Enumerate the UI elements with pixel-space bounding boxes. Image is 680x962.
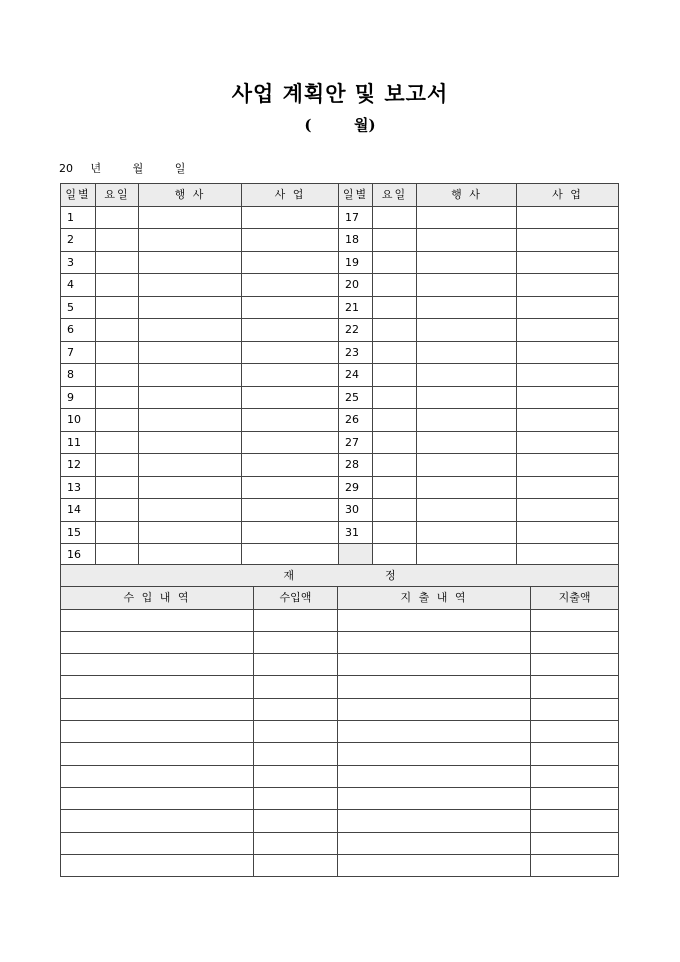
day-cell-left: 8 bbox=[61, 364, 96, 387]
header-expense-details: 지 출 내 역 bbox=[338, 587, 531, 609]
schedule-row bbox=[61, 341, 619, 364]
finance-row bbox=[61, 676, 619, 698]
schedule-row bbox=[61, 251, 619, 274]
business-cell-left[interactable] bbox=[242, 499, 339, 522]
day-cell-right: 19 bbox=[339, 251, 373, 274]
income-details-cell[interactable] bbox=[61, 810, 254, 832]
business-cell-right[interactable] bbox=[517, 409, 619, 432]
weekday-cell-left[interactable] bbox=[96, 499, 139, 522]
income-details-cell[interactable] bbox=[61, 765, 254, 787]
finance-table bbox=[60, 564, 619, 877]
finance-row bbox=[61, 721, 619, 743]
event-cell-right[interactable] bbox=[417, 409, 517, 432]
weekday-cell-left[interactable] bbox=[96, 319, 139, 342]
expense-details-cell[interactable] bbox=[338, 810, 531, 832]
event-cell-left[interactable] bbox=[139, 229, 242, 252]
income-amount-cell[interactable] bbox=[254, 854, 338, 876]
finance-row bbox=[61, 654, 619, 676]
day-cell-left: 12 bbox=[61, 454, 96, 477]
header-expense-amount: 지출액 bbox=[531, 587, 619, 609]
business-cell-right[interactable] bbox=[517, 341, 619, 364]
date-line bbox=[59, 160, 185, 176]
header-day-right: 일별 bbox=[339, 184, 373, 207]
finance-row bbox=[61, 787, 619, 809]
schedule-row bbox=[61, 296, 619, 319]
income-amount-cell[interactable] bbox=[254, 743, 338, 765]
weekday-cell-right[interactable] bbox=[373, 206, 417, 229]
date-day-label: 일 bbox=[174, 162, 186, 175]
income-details-cell[interactable] bbox=[61, 854, 254, 876]
day-cell-right: 21 bbox=[339, 296, 373, 319]
expense-amount-cell[interactable] bbox=[531, 765, 619, 787]
day-cell-left: 16 bbox=[61, 544, 96, 567]
weekday-cell-left[interactable] bbox=[96, 521, 139, 544]
day-cell-right: 22 bbox=[339, 319, 373, 342]
event-cell-left[interactable] bbox=[139, 341, 242, 364]
income-amount-cell[interactable] bbox=[254, 676, 338, 698]
weekday-cell-left[interactable] bbox=[96, 251, 139, 274]
expense-amount-cell[interactable] bbox=[531, 854, 619, 876]
event-cell-left[interactable] bbox=[139, 364, 242, 387]
header-day-left: 일별 bbox=[61, 184, 96, 207]
weekday-cell-left[interactable] bbox=[96, 341, 139, 364]
date-year-label: 년 bbox=[90, 162, 102, 175]
business-cell-left[interactable] bbox=[242, 544, 339, 567]
weekday-cell-left[interactable] bbox=[96, 206, 139, 229]
weekday-cell-right[interactable] bbox=[373, 251, 417, 274]
income-details-cell[interactable] bbox=[61, 787, 254, 809]
header-weekday-left: 요일 bbox=[96, 184, 139, 207]
schedule-row bbox=[61, 319, 619, 342]
day-cell-right: 17 bbox=[339, 206, 373, 229]
business-cell-left[interactable] bbox=[242, 274, 339, 297]
schedule-header-row bbox=[61, 184, 619, 207]
expense-amount-cell[interactable] bbox=[531, 787, 619, 809]
schedule-table bbox=[60, 183, 619, 567]
event-cell-right[interactable] bbox=[417, 476, 517, 499]
income-amount-cell[interactable] bbox=[254, 631, 338, 653]
weekday-cell-left[interactable] bbox=[96, 229, 139, 252]
finance-title-left: 재 bbox=[283, 569, 295, 583]
weekday-cell-right[interactable] bbox=[373, 431, 417, 454]
weekday-cell-right[interactable] bbox=[373, 296, 417, 319]
income-details-cell[interactable] bbox=[61, 631, 254, 653]
day-cell-left: 2 bbox=[61, 229, 96, 252]
income-amount-cell[interactable] bbox=[254, 832, 338, 854]
event-cell-left[interactable] bbox=[139, 386, 242, 409]
finance-row bbox=[61, 832, 619, 854]
expense-details-cell[interactable] bbox=[338, 609, 531, 631]
header-event-right: 행 사 bbox=[417, 184, 517, 207]
day-cell-left: 13 bbox=[61, 476, 96, 499]
day-cell-right bbox=[339, 544, 373, 567]
event-cell-left[interactable] bbox=[139, 319, 242, 342]
event-cell-left[interactable] bbox=[139, 521, 242, 544]
schedule-row bbox=[61, 274, 619, 297]
business-cell-left[interactable] bbox=[242, 521, 339, 544]
finance-title-right: 정 bbox=[385, 569, 396, 583]
event-cell-left[interactable] bbox=[139, 206, 242, 229]
event-cell-right[interactable] bbox=[417, 206, 517, 229]
business-cell-right[interactable] bbox=[517, 229, 619, 252]
business-cell-left[interactable] bbox=[242, 206, 339, 229]
business-cell-right[interactable] bbox=[517, 319, 619, 342]
schedule-row bbox=[61, 544, 619, 567]
day-cell-left: 3 bbox=[61, 251, 96, 274]
event-cell-left[interactable] bbox=[139, 274, 242, 297]
day-cell-left: 4 bbox=[61, 274, 96, 297]
event-cell-left[interactable] bbox=[139, 454, 242, 477]
day-cell-left: 14 bbox=[61, 499, 96, 522]
business-cell-left[interactable] bbox=[242, 476, 339, 499]
business-cell-left[interactable] bbox=[242, 296, 339, 319]
day-cell-right: 31 bbox=[339, 521, 373, 544]
weekday-cell-left[interactable] bbox=[96, 544, 139, 567]
income-details-cell[interactable] bbox=[61, 609, 254, 631]
event-cell-right[interactable] bbox=[417, 454, 517, 477]
expense-amount-cell[interactable] bbox=[531, 721, 619, 743]
day-cell-right: 30 bbox=[339, 499, 373, 522]
income-amount-cell[interactable] bbox=[254, 765, 338, 787]
weekday-cell-left[interactable] bbox=[96, 274, 139, 297]
header-business-right: 사 업 bbox=[517, 184, 619, 207]
weekday-cell-right[interactable] bbox=[373, 476, 417, 499]
weekday-cell-right[interactable] bbox=[373, 229, 417, 252]
income-amount-cell[interactable] bbox=[254, 787, 338, 809]
business-cell-right[interactable] bbox=[517, 386, 619, 409]
expense-details-cell[interactable] bbox=[338, 631, 531, 653]
header-event-left: 행 사 bbox=[139, 184, 242, 207]
event-cell-right[interactable] bbox=[417, 521, 517, 544]
expense-amount-cell[interactable] bbox=[531, 631, 619, 653]
expense-amount-cell[interactable] bbox=[531, 698, 619, 720]
income-details-cell[interactable] bbox=[61, 743, 254, 765]
finance-row bbox=[61, 631, 619, 653]
schedule-row bbox=[61, 229, 619, 252]
header-income-details: 수 입 내 역 bbox=[61, 587, 254, 609]
expense-details-cell[interactable] bbox=[338, 721, 531, 743]
event-cell-right[interactable] bbox=[417, 251, 517, 274]
business-cell-left[interactable] bbox=[242, 409, 339, 432]
expense-details-cell[interactable] bbox=[338, 854, 531, 876]
schedule-row bbox=[61, 364, 619, 387]
expense-details-cell[interactable] bbox=[338, 765, 531, 787]
day-cell-right: 18 bbox=[339, 229, 373, 252]
finance-row bbox=[61, 609, 619, 631]
day-cell-left: 15 bbox=[61, 521, 96, 544]
expense-details-cell[interactable] bbox=[338, 698, 531, 720]
weekday-cell-right[interactable] bbox=[373, 341, 417, 364]
event-cell-right[interactable] bbox=[417, 341, 517, 364]
day-cell-left: 10 bbox=[61, 409, 96, 432]
finance-row bbox=[61, 765, 619, 787]
event-cell-right[interactable] bbox=[417, 364, 517, 387]
business-cell-left[interactable] bbox=[242, 229, 339, 252]
day-cell-left: 5 bbox=[61, 296, 96, 319]
finance-header-row bbox=[61, 587, 619, 609]
business-cell-right[interactable] bbox=[517, 476, 619, 499]
event-cell-right[interactable] bbox=[417, 499, 517, 522]
weekday-cell-right[interactable] bbox=[373, 364, 417, 387]
business-cell-left[interactable] bbox=[242, 341, 339, 364]
month-subtitle bbox=[0, 114, 680, 135]
event-cell-left[interactable] bbox=[139, 251, 242, 274]
expense-details-cell[interactable] bbox=[338, 832, 531, 854]
finance-row bbox=[61, 743, 619, 765]
business-cell-left[interactable] bbox=[242, 251, 339, 274]
expense-amount-cell[interactable] bbox=[531, 832, 619, 854]
event-cell-right[interactable] bbox=[417, 296, 517, 319]
schedule-row bbox=[61, 431, 619, 454]
day-cell-left: 9 bbox=[61, 386, 96, 409]
schedule-row bbox=[61, 476, 619, 499]
schedule-row bbox=[61, 386, 619, 409]
business-cell-right[interactable] bbox=[517, 431, 619, 454]
expense-details-cell[interactable] bbox=[338, 676, 531, 698]
income-details-cell[interactable] bbox=[61, 832, 254, 854]
income-details-cell[interactable] bbox=[61, 721, 254, 743]
document-title: 사업 계획안 및 보고서 bbox=[231, 81, 449, 106]
income-amount-cell[interactable] bbox=[254, 721, 338, 743]
income-amount-cell[interactable] bbox=[254, 609, 338, 631]
weekday-cell-right[interactable] bbox=[373, 386, 417, 409]
subtitle-month: 월) bbox=[353, 116, 376, 134]
schedule-row bbox=[61, 521, 619, 544]
date-year: 20 bbox=[59, 162, 73, 175]
day-cell-right: 24 bbox=[339, 364, 373, 387]
business-cell-left[interactable] bbox=[242, 431, 339, 454]
business-cell-right[interactable] bbox=[517, 206, 619, 229]
expense-amount-cell[interactable] bbox=[531, 743, 619, 765]
business-cell-right[interactable] bbox=[517, 296, 619, 319]
expense-details-cell[interactable] bbox=[338, 743, 531, 765]
date-month-label: 월 bbox=[132, 162, 144, 175]
weekday-cell-right[interactable] bbox=[373, 499, 417, 522]
weekday-cell-left[interactable] bbox=[96, 454, 139, 477]
expense-amount-cell[interactable] bbox=[531, 676, 619, 698]
weekday-cell-right[interactable] bbox=[373, 409, 417, 432]
event-cell-left[interactable] bbox=[139, 544, 242, 567]
schedule-row bbox=[61, 409, 619, 432]
business-cell-left[interactable] bbox=[242, 454, 339, 477]
event-cell-left[interactable] bbox=[139, 409, 242, 432]
finance-title-row bbox=[61, 565, 619, 587]
finance-row bbox=[61, 810, 619, 832]
business-cell-right[interactable] bbox=[517, 251, 619, 274]
business-cell-left[interactable] bbox=[242, 386, 339, 409]
day-cell-left: 6 bbox=[61, 319, 96, 342]
income-details-cell[interactable] bbox=[61, 698, 254, 720]
day-cell-right: 25 bbox=[339, 386, 373, 409]
income-amount-cell[interactable] bbox=[254, 698, 338, 720]
finance-title bbox=[61, 565, 619, 587]
event-cell-right[interactable] bbox=[417, 319, 517, 342]
business-cell-right[interactable] bbox=[517, 521, 619, 544]
event-cell-right[interactable] bbox=[417, 544, 517, 567]
day-cell-left: 11 bbox=[61, 431, 96, 454]
event-cell-right[interactable] bbox=[417, 386, 517, 409]
finance-row bbox=[61, 698, 619, 720]
header-income-amount: 수입액 bbox=[254, 587, 338, 609]
day-cell-right: 26 bbox=[339, 409, 373, 432]
weekday-cell-left[interactable] bbox=[96, 364, 139, 387]
income-details-cell[interactable] bbox=[61, 654, 254, 676]
income-details-cell[interactable] bbox=[61, 676, 254, 698]
weekday-cell-left[interactable] bbox=[96, 409, 139, 432]
event-cell-left[interactable] bbox=[139, 296, 242, 319]
income-amount-cell[interactable] bbox=[254, 654, 338, 676]
day-cell-right: 27 bbox=[339, 431, 373, 454]
weekday-cell-left[interactable] bbox=[96, 476, 139, 499]
expense-amount-cell[interactable] bbox=[531, 810, 619, 832]
weekday-cell-right[interactable] bbox=[373, 454, 417, 477]
weekday-cell-right[interactable] bbox=[373, 274, 417, 297]
schedule-row bbox=[61, 499, 619, 522]
schedule-row bbox=[61, 206, 619, 229]
schedule-row bbox=[61, 454, 619, 477]
business-cell-left[interactable] bbox=[242, 319, 339, 342]
weekday-cell-left[interactable] bbox=[96, 296, 139, 319]
header-weekday-right: 요일 bbox=[373, 184, 417, 207]
event-cell-right[interactable] bbox=[417, 229, 517, 252]
subtitle-open: ( bbox=[304, 116, 312, 134]
day-cell-left: 1 bbox=[61, 206, 96, 229]
day-cell-right: 20 bbox=[339, 274, 373, 297]
expense-details-cell[interactable] bbox=[338, 787, 531, 809]
expense-amount-cell[interactable] bbox=[531, 654, 619, 676]
weekday-cell-right[interactable] bbox=[373, 521, 417, 544]
business-cell-right[interactable] bbox=[517, 499, 619, 522]
weekday-cell-left[interactable] bbox=[96, 386, 139, 409]
business-cell-right[interactable] bbox=[517, 544, 619, 567]
event-cell-right[interactable] bbox=[417, 431, 517, 454]
expense-amount-cell[interactable] bbox=[531, 609, 619, 631]
day-cell-left: 7 bbox=[61, 341, 96, 364]
weekday-cell-right[interactable] bbox=[373, 544, 417, 567]
business-cell-left[interactable] bbox=[242, 364, 339, 387]
business-cell-right[interactable] bbox=[517, 274, 619, 297]
event-cell-left[interactable] bbox=[139, 499, 242, 522]
day-cell-right: 28 bbox=[339, 454, 373, 477]
event-cell-left[interactable] bbox=[139, 476, 242, 499]
expense-details-cell[interactable] bbox=[338, 654, 531, 676]
header-business-left: 사 업 bbox=[242, 184, 339, 207]
finance-row bbox=[61, 854, 619, 876]
event-cell-left[interactable] bbox=[139, 431, 242, 454]
event-cell-right[interactable] bbox=[417, 274, 517, 297]
income-amount-cell[interactable] bbox=[254, 810, 338, 832]
business-cell-right[interactable] bbox=[517, 364, 619, 387]
weekday-cell-right[interactable] bbox=[373, 319, 417, 342]
business-cell-right[interactable] bbox=[517, 454, 619, 477]
day-cell-right: 29 bbox=[339, 476, 373, 499]
day-cell-right: 23 bbox=[339, 341, 373, 364]
weekday-cell-left[interactable] bbox=[96, 431, 139, 454]
